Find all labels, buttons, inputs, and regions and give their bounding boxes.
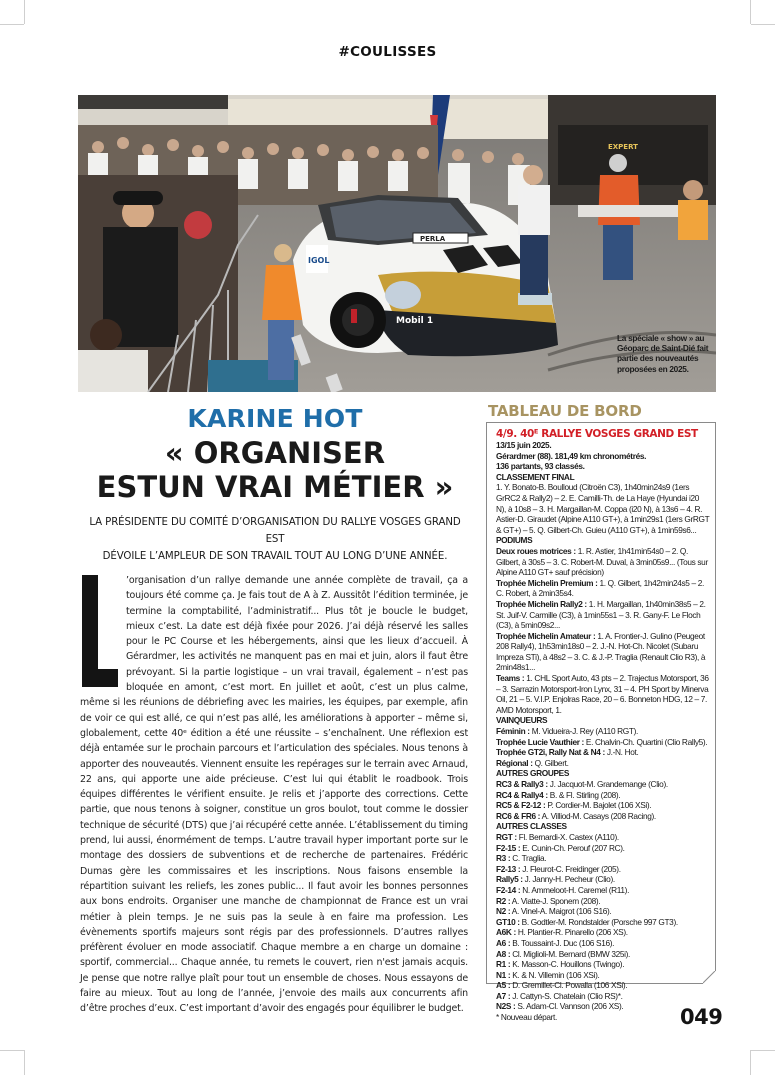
result-text: K. & N. Villemin (106 XSi). [510,969,600,980]
result-entry [496,927,710,938]
winners-heading: VAINQUEURS [496,715,548,726]
result-label: RC5 & F2-12 : [496,800,546,811]
result-label: Trophée Michelin Rally2 : [496,598,587,609]
result-text: H. Plantier-R. Pinarello (206 XS). [515,927,628,938]
podiums-heading: PODIUMS [496,535,533,546]
result-text: A. Vinel-A. Maigrot (106 S16). [510,906,612,917]
result-label: R3 : [496,853,511,864]
event-location: Gérardmer (88). 181,49 km chronométrés. [496,450,647,461]
result-text: A. Viatte-J. Sponem (208). [510,895,601,906]
result-entry [496,546,710,578]
result-entry [496,874,710,885]
result-label: A6K : [496,927,516,938]
crop-mark [0,1050,24,1051]
photo-caption: La spéciale « show » au Géoparc de Saint-Dié fait partie des nouveautés proposées en 2025. [617,333,709,374]
result-entry [496,779,710,790]
event-dates: 13/15 juin 2025. [496,440,552,450]
result-label: Deux roues motrices : [496,545,576,556]
crop-mark [0,24,24,25]
svg-text:Mobil 1: Mobil 1 [396,316,434,326]
result-label: GT10 : [496,916,520,927]
result-entry [496,970,710,981]
final-heading: CLASSEMENT FINAL [496,471,575,482]
result-text: M. Vidueira-J. Rey (A110 RGT). [529,726,638,737]
result-text: 1. H. Margaillan, 1h40min38s5 – 2. St. Juif-V. Carmille (C3), à 1min55s1 – 3. R. Gany-F. Le Floch (C3), à 5min09s2... [496,598,706,631]
result-entry [496,906,710,917]
result-entry [496,938,710,949]
result-entry [496,758,710,769]
standfirst-line-1: LA PRÉSIDENTE DU COMITÉ D’ORGANISATION DU RALLYE VOSGES GRAND EST [89,517,461,545]
result-label: A5 : [496,980,511,991]
result-label: Rally5 : [496,874,523,885]
event-entrants: 136 partants, 93 classés. [496,461,585,472]
result-entry [496,578,710,599]
result-label: N2 : [496,906,511,917]
svg-text:L: L [80,573,81,574]
result-label: Trophée Lucie Vauthier : [496,736,584,747]
result-label: Trophée Michelin Amateur : [496,630,596,641]
svg-text:IGOL: IGOL [308,256,330,265]
result-text: E. Cunin-Ch. Perouf (207 RC). [520,842,625,853]
result-entry [496,949,710,960]
result-entry [496,631,710,673]
result-label: RC6 & FR6 : [496,810,541,821]
result-label: A6 : [496,937,511,948]
box-corner-cut [703,971,717,985]
result-label: Régional : [496,757,533,768]
result-text: Fl. Bernardi-X. Castex (A110). [516,831,619,842]
result-entry [496,599,710,631]
winners-list [496,726,710,768]
result-entry [496,980,710,991]
result-text: J.-N. Hot. [604,747,639,758]
result-label: R1 : [496,959,511,970]
result-label: RC3 & Rally3 : [496,779,548,789]
result-text: D. Gremillet-Cl. Powalla (106 XSi). [510,980,628,991]
podiums-list [496,546,710,716]
result-text: 1. A. Frontier-J. Gulino (Peugeot 208 Rally4), 1h53min18s0 – 2. J.-N. Hot-Ch. Nicolet (Subaru Impreza STi), à 48s2 – 3. C. & J.-P. Traglia (Renault Clio R3), à 2min48s1... [496,630,706,673]
page-number: 049 [680,1005,723,1029]
classes-heading: AUTRES CLASSES [496,821,567,832]
result-entry [496,832,710,843]
groups-heading: AUTRES GROUPES [496,768,570,779]
result-text: A. Villiod-M. Casays (208 Racing). [540,810,656,821]
section-tag: #COULISSES [338,44,437,60]
result-text: B. Godtler-M. Rondstalder (Porsche 997 GT3). [519,916,678,927]
article-kicker: KARINE HOT [187,404,363,433]
result-label: Teams : [496,673,525,684]
result-text: E. Chalvin-Ch. Quartini (Clio Rally5). [583,736,708,747]
result-entry [496,843,710,854]
result-entry [496,737,710,748]
event-title: 4/9. 40ᴱ RALLYE VOSGES GRAND EST [496,428,698,440]
result-entry [496,885,710,896]
result-text: J. Jacquot-M. Grandemange (Clio). [547,779,668,789]
result-entry [496,747,710,758]
svg-text:EXPERT: EXPERT [608,143,638,151]
result-label: F2-15 : [496,842,521,853]
result-label: RC4 & Rally4 : [496,789,548,800]
crop-mark [24,0,25,24]
result-label: RGT : [496,831,517,842]
result-label: Trophée GT2i, Rally Nat & N4 : [496,747,605,758]
crop-mark [751,1050,775,1051]
article-headline [80,436,470,504]
result-label: N2S : [496,1001,516,1012]
result-entry [496,790,710,801]
result-entry [496,991,710,1002]
result-entry [496,1001,710,1012]
result-label: F2-14 : [496,884,521,895]
result-text: B. Toussaint-J. Duc (106 S16). [510,937,615,948]
result-text: S. Adam-Cl. Vannson (206 XS). [515,1001,624,1012]
article-standfirst [80,514,470,565]
sidebar-title: TABLEAU DE BORD [488,402,642,420]
headline-line-1: « ORGANISER [164,436,386,470]
crop-mark [751,24,775,25]
crop-mark [750,1050,751,1075]
result-label: A8 : [496,948,511,959]
result-label: Trophée Michelin Premium : [496,577,598,588]
result-label: A7 : [496,990,511,1001]
result-entry [496,959,710,970]
result-text: J. Fleurot-C. Freidinger (205). [520,863,621,874]
result-label: R2 : [496,895,511,906]
final-classification: 1. Y. Bonato-B. Boulloud (Citroën C3), 1h40min24s9 (1ers GrRC2 & Rally2) – 2. E. Camilli-Th. de La Haye (Hyundai i20 N), à 10s8 – 3. H. Margaillan-M. Coppa (i20 N), à 13s6 – 4. R. Astier-D. Giraudet (Alpine A110 GT+), à 1min29s1 (1ers GrRGT & GT+) – 5. Q. Gilbert-Ch. Guieu (A110 GT+), à 1min59s6... [496,482,710,535]
classes-list [496,832,710,1012]
crop-mark [24,1050,25,1075]
result-text: 1. Q. Gilbert, 1h42min24s5 – 2. C. Robert, à 2min35s4. [496,577,704,599]
result-entry [496,853,710,864]
result-entry [496,896,710,907]
result-text: J. Janny-H. Pecheur (Clio). [522,874,615,885]
result-text: N. Ammeloot-H. Caremel (R11). [520,884,630,895]
result-entry [496,800,710,811]
groups-list [496,779,710,821]
result-entry [496,811,710,822]
result-text: 1. R. Astier, 1h41min54s0 – 2. Q. Gilbert, à 30s5 – 3. C. Robert-M. Duval, à 3min05s9... (Tous sur Alpine A110 GT+ sauf précision) [496,545,708,578]
result-text: Cl. Miglioli-M. Bernard (BMW 325i). [510,948,630,959]
headline-line-2: ESTUN VRAI MÉTIER » [96,470,454,504]
result-text: K. Masson-C. Houillons (Twingo). [510,959,625,970]
result-entry [496,917,710,928]
result-text: P. Cordier-M. Bajolet (106 XSi). [545,800,652,811]
svg-text:PERLA: PERLA [420,235,446,243]
crop-mark [750,0,751,24]
article-body [80,573,468,1017]
result-entry [496,864,710,875]
result-text: 1. CHL Sport Auto, 43 pts – 2. Trajectus Motorsport, 36 – 3. Sarrazin Motorsport-Iron Lynx, 31 – 4. PH Sport by Minerva Oil, 21 – 5. V.I.P. Enjolras Race, 20 – 6. Bonneton HDG, 12 – 7. AMD Motorsport, 1. [496,673,709,715]
article-body-text: ’organisation d’un rallye demande une année complète de travail, ça a toujours été comme ça. Je fais tout de A à Z. Aussitôt l’édition terminée, je termine la comptabilité, l’administratif... Plus tôt je boucle le budget, mieux c’est. La date est déjà fixée pour 2026. J’ai déjà réservé les salles pour le PC Course et les hébergements, ainsi que les lieux d’accueil. À Gérardmer, les activités ne manquent pas en mai et juin, alors il faut être prévoyant. Si la partie logistique – un vrai travail, également – n’est pas bloquée en amont, c’est mort. En juillet et août, c’est un plus calme, même si les réunions de débriefing avec les mairies, les équipes, par exemple, afin de voir ce qui est allé, ce qui n’est pas allé, les améliorations à apporter – même si, globalement, cette 40ᵉ édition a été une réussite – s’enchaînent. Une réflexion est déjà entamée sur le prochain parcours et l’articulation des spéciales. Nous tenons à apporter des nouveautés. Viennent ensuite les repérages sur le terrain avec Arnaud, 22 ans, qui apporte une aide précieuse. C’est lui qui établit le roadbook. Trois équipes différentes le vérifient ensuite. Je relis et j’apporte des corrections. Cette partie, que nous tenons à soigner, constitue un gros boulot, tout comme le dossier technique de sécurité (DTS) que j’ai récupéré cette année. L’établissement du timing prend, lui aussi, énormément de temps. L’autre travail hyper important porte sur le montage des dossiers de subventions et de recherche de partenaires. Frédéric Dumas gère les commissaires et les inscriptions. Nous faisons ensemble la répartition suivant les reliefs, les zones public... Il faut avoir les bonnes personnes aux bons endroits. Organiser une manche de championnat de France est un vrai métier à plein temps. Je ne suis pas la seule à en faire ma profession. Les évènements sportifs majeurs sont régis par des professionnels. D’autres rallyes préfèrent évoluer en mode associatif. Chaque membre a en charge un domaine : sportif, commercial... Chaque année, tu remets le couvert, rien n'est jamais acquis. Je pense que notre rallye plaît pour tout un ensemble de choses. Nous essayons de faire au mieux. Tout au long de l’année, j’envoie des mails aux concurrents afin d’être proches d’eux. C’est important d’avoir des engagés pour équilibrer le budget. [80,575,468,1015]
result-text: B. & Fl. Stirling (208). [547,789,621,800]
standfirst-line-2: DÉVOILE L’AMPLEUR DE SON TRAVAIL TOUT AU LONG D’UNE ANNÉE. [102,551,448,562]
drop-cap-letter [80,573,120,691]
drop-cap [80,573,126,693]
footnote: * Nouveau départ. [496,1012,557,1023]
result-entry [496,673,710,715]
result-text: Q. Gilbert. [532,757,569,768]
result-entry [496,726,710,737]
result-text: J. Cattyn-S. Chatelain (Clio RS)*. [510,990,623,1001]
result-label: N1 : [496,969,511,980]
result-label: Féminin : [496,726,530,737]
result-label: F2-13 : [496,863,521,874]
result-text: C. Traglia. [510,853,547,864]
